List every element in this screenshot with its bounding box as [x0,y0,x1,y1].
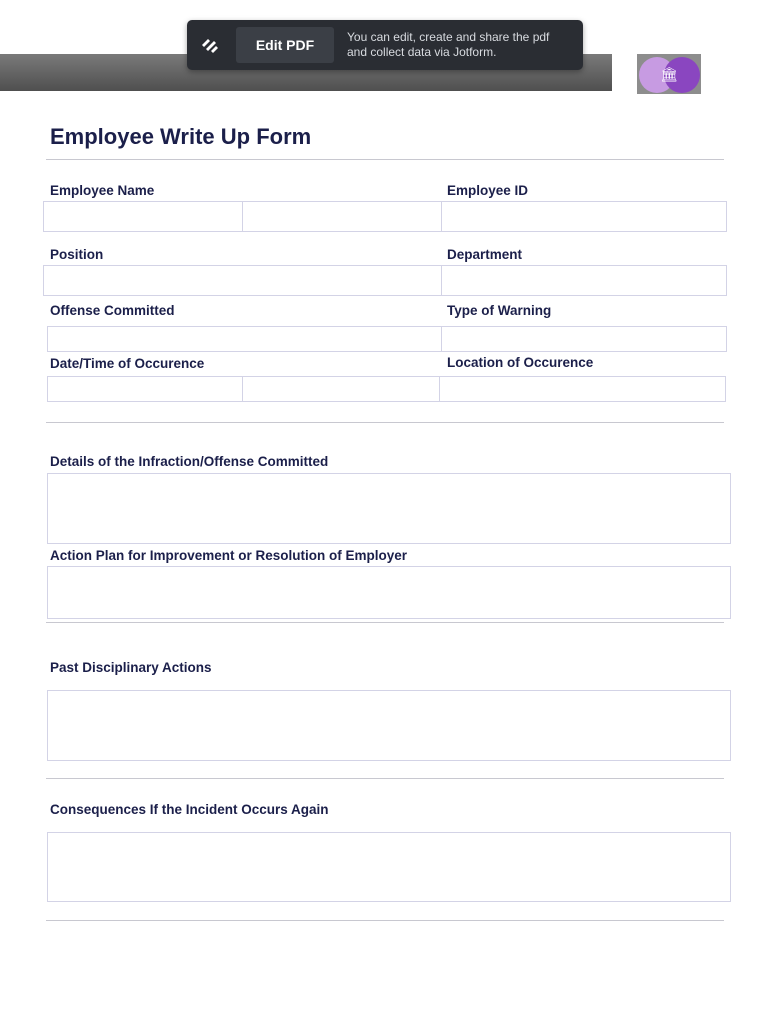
jotform-logo-icon [199,34,221,56]
position-label: Position [50,247,104,262]
edit-pdf-button[interactable]: Edit PDF [236,27,334,63]
edit-pdf-toolbar [187,20,583,70]
employee-first-name-field[interactable] [43,201,243,232]
date-time-label: Date/Time of Occurence [50,356,205,371]
title-divider [46,159,724,160]
type-of-warning-label: Type of Warning [447,303,552,318]
offense-committed-field[interactable] [47,326,442,352]
past-actions-label: Past Disciplinary Actions [50,660,212,675]
department-field[interactable] [441,265,727,296]
location-label: Location of Occurence [447,355,594,370]
location-field[interactable] [439,376,726,402]
section-divider-1 [46,422,724,423]
employee-id-label: Employee ID [447,183,529,198]
past-actions-textarea[interactable] [47,690,731,761]
offense-committed-label: Offense Committed [50,303,175,318]
employee-last-name-field[interactable] [242,201,442,232]
details-textarea[interactable] [47,473,731,544]
time-field[interactable] [242,376,440,402]
employee-id-field[interactable] [441,201,727,232]
details-label: Details of the Infraction/Offense Committed [50,454,329,469]
section-divider-3 [46,778,724,779]
action-plan-label: Action Plan for Improvement or Resolution of Employer [50,548,408,563]
consequences-label: Consequences If the Incident Occurs Again [50,802,329,817]
employee-name-label: Employee Name [50,183,155,198]
position-field[interactable] [43,265,442,296]
section-divider-2 [46,622,724,623]
form-title: Employee Write Up Form [50,124,312,149]
toolbar-info-text [347,30,579,60]
type-of-warning-field[interactable] [441,326,727,352]
section-divider-4 [46,920,724,921]
department-label: Department [447,247,523,262]
action-plan-textarea[interactable] [47,566,731,619]
consequences-textarea[interactable] [47,832,731,902]
bank-icon: 🏛 [660,66,678,82]
date-field[interactable] [47,376,243,402]
toolbar-info-line-2: and collect data via Jotform. [347,45,497,59]
toolbar-info-line-1: You can edit, create and share the pdf [347,30,550,44]
